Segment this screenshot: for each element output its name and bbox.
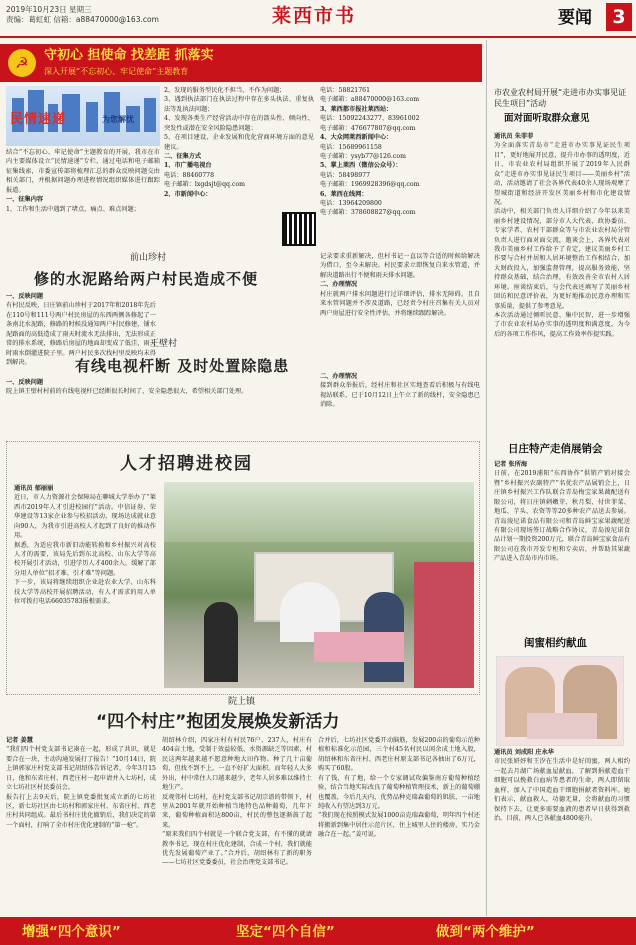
story-title: “四个村庄”抱团发展焕发新活力 (96, 712, 340, 732)
story-paragraph: 接到群众举报后，经村庄和社区实地查看后积极与有线电视站联系，已于10月12日上午立了新的线杆，安全隐患已消除。 (320, 382, 480, 409)
contact-heading: 1、市广播电视台 (164, 162, 212, 170)
footer-slogan-c: 做到“两个维护” (436, 924, 535, 940)
item-text: 4、发现各类生产经营活动中存在的箭头性、倾向性、突发性或潜在安全风险隐患问题； (164, 115, 314, 132)
byline: 记者 张所海 (494, 461, 528, 468)
footer-slogan-a: 增强“四个意识” (22, 924, 121, 940)
contact-phone: 电话：13964209800 (320, 200, 382, 208)
story-paragraph: “我们四个村党支部书记凑在一起，形成了共识，就是要合在一块，主动沟通发展打了报告！”10月14日，院上镇郭家庄村党支部书记胡绍体告诉记者，今年3月15日，他和东省庄村、西老庄村一起申请并入七坊村，成立七坊社区村民委员会。 (6, 746, 156, 792)
right-column (494, 132, 630, 339)
item-text: 3、遇到执法部门在执法过程中存在多头执法、重复执法等乱执法问题； (164, 96, 314, 113)
contact-heading: 5、掌上莱西（微信公众号）： (320, 162, 402, 170)
story-paragraph: 报告打上去9天后，院上镇党委批复成立新的七坊社区，新七坊社区由七坊村和郭家庄村、东省庄村、西老庄村共同组成。最后书村庄优化撤销后，我们决定的第一个面村，打响了全市村庄优化建制的“第一枪”。 (6, 793, 156, 829)
story-paragraph: “我们现在按照模式发展1000亩克瑞森葡萄，明年四个村还将搬新到集中居住示范片区，住上城里人住的楼房，实乃金融合在一起。”姜可说。 (318, 812, 480, 839)
story-column (6, 736, 156, 830)
story-paragraph: 下一步，该局将继续组织企业赴农业大学、山东科技大学等高校开展招聘活动，有人才需求的用人单位可拨打电话66035783报根需求。 (14, 579, 156, 606)
intro-paragraph: 1、工作和生活中遇到了堵点、痛点、难点问题； (6, 205, 140, 213)
story-column (320, 372, 480, 410)
banner-subtitle: 深入开展“不忘初心、牢记使命”主题教育 (44, 67, 189, 76)
item-text: 5、在项目建设、企业发展和优化营商环境方面的意见建议。 (164, 134, 314, 151)
story-paragraph: 近日，市人力资源社会保障局在聊城大学举办了“莱西市2019年人才引进校园行”活动。中信证券、荣华建设等13家企业参与校招活动，现场达成就业意向90人，为我市引进高校人才起到了良好的推动作用。 (14, 494, 156, 540)
article-title: 闺蜜相约献血 (524, 637, 587, 649)
section-heading: 二、办理情况 (320, 373, 358, 380)
contact-email: 电子邮箱：lxgdsjt@qq.com (164, 181, 246, 189)
story-paragraph: 日前，在2019浦阳“东西协作”供销产销对接会暨“乡村振兴农副特产”名优农产品展销会上，日庄镇乡村振兴工作队联合青岛梅宝家果蔬配送有限公司，将日庄镇刺嫩芽、秋月梨、付世菲菜、地瓜、芋头、农资等等20多种农产品送去参展。青岛浚尼诺食品有限公司和青岛鲜宝家果蔬配送有限公司现场签订战略合作协议，青岛浚尼诺食品计划一期投资200万元，联合青岛鲜宝家食品有限公司在我市开发专柜和专卖店，并帮助其果蔬产品进入青岛市内市场。 (494, 470, 630, 563)
contact-phone: 电话：15092243277、83961002 (320, 115, 420, 123)
qr-code-icon[interactable] (282, 212, 316, 246)
right-column (494, 460, 630, 564)
blood-donation-photo (496, 656, 624, 746)
intro-column (6, 148, 160, 214)
byline: 通讯员 朱菲菲 (494, 133, 534, 140)
party-emblem-icon: ☭ (8, 49, 36, 77)
banner-slogan: 守初心 担使命 找差距 抓落实 (44, 48, 214, 63)
story-place: 王壁村 (150, 339, 178, 349)
story-title: 修的水泥路给两户村民造成不便 (34, 270, 259, 288)
contact-email: 电子邮箱：a88470000@163.com (320, 96, 420, 104)
intro-paragraph: 结合“不忘初心、牢记使命”主题教育的开展，我市在市内主要媒体设立“民情速递”专栏，通过电话和电子邮箱征集线索，市委宣传部将梳理汇总的群众反映问题交由相关部门，并根据问题办理进程情况组织媒体进行跟踪报道。 (6, 149, 160, 194)
story-paragraph: 有了钱，有了地，给一个专家调试攻偏鉴南方葡萄种植经验，结合当地实际改良了葡萄种植管理技术，新上的葡萄棚也覆盖，今后几天内，优势品种克瑞森葡萄的肌肤，一亩地纯收入有望达到3万元。 (318, 774, 480, 810)
story-paragraph: 胡绍林介绍，四家庄村有村民76户、237人，村庄有404亩土地，受制于效益较低、水资源缺乏等因素，村民这两年越来越不愿意种地大田作物。种了几十亩葡萄，但找不到不上，一直不好扩大面积。而年轻人大多外出，村中常住人口越来越少，老年人居多难以维持土地生产。 (162, 737, 312, 792)
page-header (0, 0, 636, 38)
byline: 通讯员 刘成阳 庄永华 (494, 749, 554, 756)
byline: 记者 姜慧 (6, 737, 33, 744)
story-column (6, 378, 316, 397)
section-heading: 一、反映问题 (6, 293, 44, 300)
contact-heading: 6、莱西在线网： (320, 190, 368, 198)
collect-column (164, 86, 314, 199)
column-header-graphic (6, 86, 160, 146)
story-title: 有线电视杆断 及时处置除隐患 (75, 357, 290, 375)
section-heading: 一、征集内容 (6, 196, 44, 204)
story-paragraph: 为全面落实青岛市“走进市办实事见证民生项目”，更好地展开民意，提升市办事的透明度，近日，市农业农村局组织开展了2019年人民群众“走进市办实事见证民生项目——美丽乡村”活动，活动邀请了社会各界代表40余人现场观摩了望城街道和经济开发区美丽乡村和市化建设情况。 (494, 142, 630, 206)
story-paragraph: 院上镇王壁村村前的有线电视杆已经断很长时间了，安全隐患很大，希望相关部门处理。 (6, 388, 248, 396)
date-line: 2019年10月23日 星期三 责编：葛虹虹 信箱：a88470000@163.com (6, 5, 159, 25)
story-paragraph: 市民张妍妤和王汐在生活中是好闺蜜，两人相约一起去月湖广场献血屋献血，了解到捐献造血干细胞可以挽救白血病等患者的生命，两人即留取血样，加入了中国造血干细胞捐献者资料库。她们表示，献血救人，功德无量，会将献血的习惯保持下去，让更多需要血液的患者早日获得到救治。目前，两人已各献血4800毫升。 (494, 758, 630, 822)
contact-heading: 4、大众网莱西新闻中心： (320, 134, 393, 142)
story-place: 前山珍村 (130, 253, 167, 263)
theme-banner (0, 44, 482, 82)
story-paragraph: 记录要求重新解决，但村书记一直以等合适的时候给解决为借口，至今未解决。村民要求立即恢复自来水管道，并解决道路出行不便和雨天排水问题。 (320, 253, 480, 279)
contact-phone: 电话：15689961158 (320, 143, 382, 151)
article-kicker: 市农业农村局开展“走进市办实事见证民生项目”活动 (494, 88, 627, 108)
footer-slogan-b: 坚定“四个自信” (236, 924, 335, 940)
contact-phone: 电话：58821761 (320, 87, 371, 94)
story-paragraph: 合并后，七坊社区党委开动脑筋，发展200亩的葡萄示范种植和标准化示范园，三个村45名村民以闲余成土地入股，胡绍林和东省庄村、西老庄村原支部书记各抽出了6万元，购买了60股。 (318, 737, 480, 773)
article-title: 日庄特产走俏展销会 (508, 443, 603, 455)
section-title: 要闻 (558, 8, 592, 28)
recruit-column (14, 484, 156, 606)
footer-slogan (0, 917, 636, 945)
right-column (494, 748, 630, 823)
contact-phone: 电话：88460778 (164, 171, 215, 179)
contact-email: 电子邮箱：ysyb77@126.com (320, 152, 406, 160)
contact-heading: 3、莱西都市报社莱西站： (320, 105, 393, 113)
section-heading: 二、办理情况 (320, 281, 358, 289)
story-paragraph: 有村民反映，日庄镇前山珍村于2017年和2018年先后在110号和111号两户村民房屋的东西两侧各修起了一条南北水泥路，修路的时候没通知两户村民修建，铺水泥路面的高低造成了雨天时流水无法排出，无法形成正常的排水系统，修路后房屋的地面却变成了低洼，雨天时雨水倒灌进院子里。两户村民多次找村里反映均未得到解决。 (6, 302, 156, 366)
story-paragraph: “原来我们四个村就是一个联合党支部，有不懂的就请教李书记，现在村庄优化建制，合成一个村，我们就能优先发展葡萄产业了。”合并后，胡绍林有了新的职务——七坊社区党委委员，社会治理党支部书记。 (162, 831, 312, 867)
story-column (320, 252, 480, 318)
contact-email: 电子邮箱：476677807@qq.com (320, 124, 416, 132)
contact-heading: 2、市新闻中心： (164, 190, 212, 198)
column-label-sub: 为您解忧 (102, 115, 134, 124)
recruitment-photo (164, 482, 474, 688)
byline: 通讯员 郁丽丽 (14, 485, 54, 492)
contact-column (320, 86, 480, 218)
contact-email: 电子邮箱：1969928396@qq.com (320, 181, 420, 189)
story-paragraph: 村庄就两户排水问题进行过详细评估，排水无障碍，且自来水管问题并不涉及道路，已经责令村庄召集有关人员对两户房屋进行安全性评估，并将继续跟踪解决。 (320, 290, 480, 317)
item-text: 2、发现的服务型民化不担当、不作为问题； (164, 87, 286, 94)
story-paragraph: 本次活动通过倾听民意、集中民智，进一步增强了市农业农村局办实事的透明度和满意度，为今后的各项工作作风，提高工作效率作提实践。 (494, 312, 630, 338)
story-column (162, 736, 312, 868)
page-number: 3 (606, 3, 632, 31)
contact-phone: 电话：58498977 (320, 171, 371, 179)
recruit-title: 人才招聘进校园 (120, 454, 253, 474)
story-paragraph: 活动中，相关部门负责人详细介绍了今年以来美丽乡村建设情况，部分市人大代表、政协委员、专家学者、农村干部群众等与市农业农村局分管负责人进行面对面交流，邀谈会上，各界代表对我市美丽乡村工作给予了肯定，建议美丽乡村工作要与合村并居和人居环境整治工作相结合，加大财政投入，加强监督管理，提高服务效能，坚持群众基础，结合治理，有效改善全市农村人居环境。座谈结束后，与会代表还填写了美丽乡村回访和民意评价表，为更好地推动民意办理和实事质量，提供了参考意见。 (494, 208, 630, 310)
section-heading: 二、征集方式 (164, 152, 202, 160)
section-heading: 一、反映问题 (6, 379, 44, 386)
article-title: 面对面听取群众意见 (504, 113, 590, 124)
column-label: 民情速递 (10, 112, 67, 127)
story-paragraph: 据悉，为适应我市新旧动能转换和乡村振兴对高校人才的需要，该局先后到东北高校、山东大学等高校开展引才活动，引进学历人才400余人，缓解了部分用人单位“招才难、引才难”等问题。 (14, 541, 156, 577)
story-column (318, 736, 480, 840)
story-place: 院上镇 (228, 697, 256, 707)
contact-email: 电子邮箱：378608827@qq.com (320, 209, 416, 217)
masthead: 莱西市书 (272, 5, 357, 27)
story-paragraph: 反观邻村七坊村，在村党支部书记胡宗谱的带领下，村里从2001年就开始种植当地特色品种葡萄，几年下来，葡萄种植面积达800亩，村民的整包逐渐鼓了起来。 (162, 793, 312, 829)
